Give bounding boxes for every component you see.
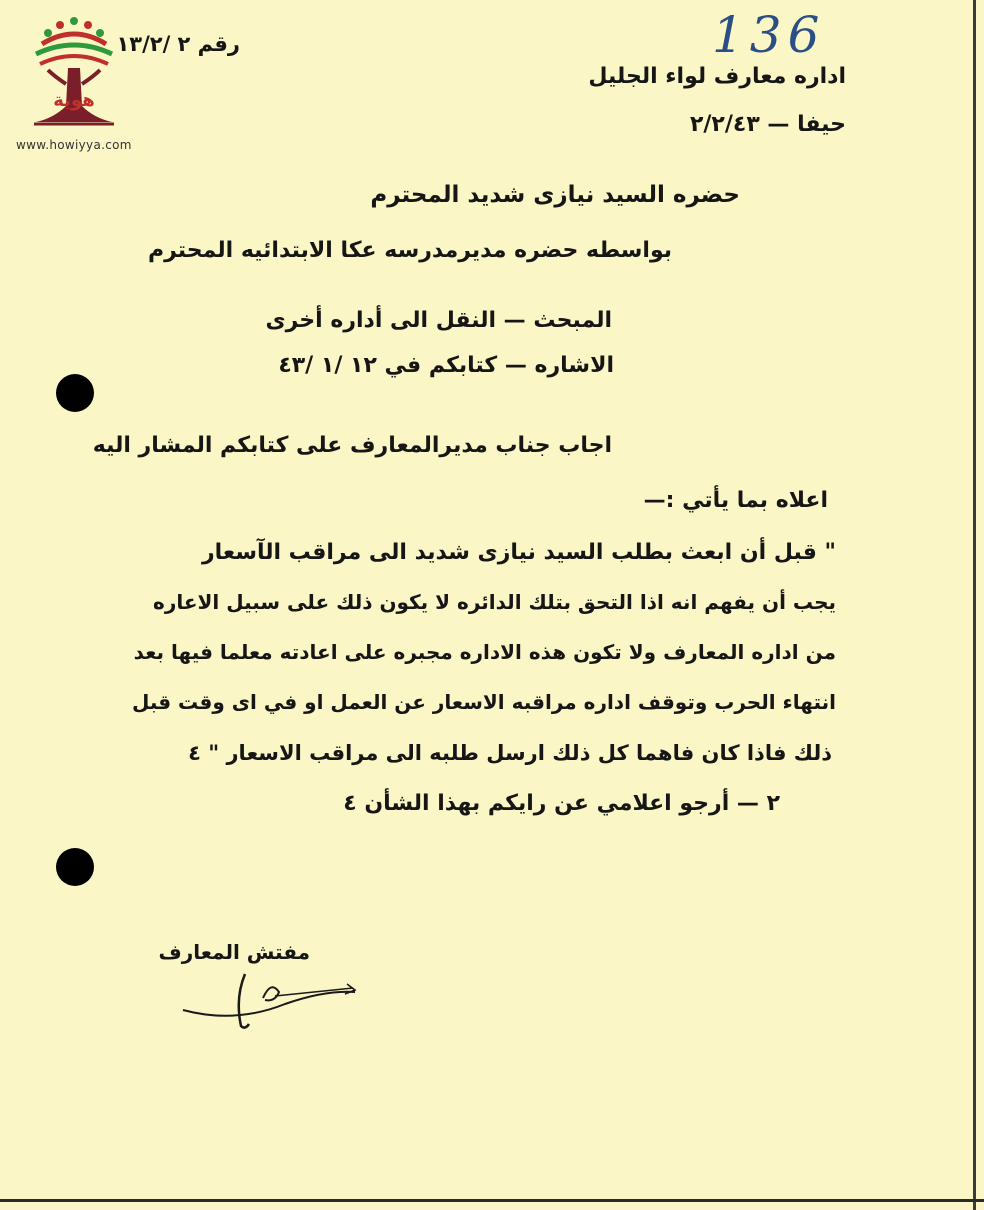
body-line-2: اعلاه بما يأتي :—	[643, 488, 828, 513]
body-line-1: اجاب جناب مديرالمعارف على كتابكم المشار اليه	[92, 433, 612, 458]
body-line-3: " قبل أن ابعث بطلب السيد نيازى شديد الى مراقب الآسعار	[201, 540, 836, 565]
body-line-5: من اداره المعارف ولا تكون هذه الاداره مجبره على اعادته معلما فيها بعد	[133, 640, 836, 664]
body-line-4: يجب أن يفهم انه اذا التحق بتلك الدائره لا يكون ذلك على سبيل الاعاره	[153, 590, 836, 614]
body-line-6: انتهاء الحرب وتوقف اداره مراقبه الاسعار عن العمل او في اى وقت قبل	[131, 690, 836, 714]
addressee-line-1: حضره السيد نيازى شديد المحترم	[370, 182, 740, 208]
department-name: اداره معارف لواء الجليل	[588, 64, 846, 89]
punch-hole-bottom	[56, 848, 94, 886]
logo-text: هوية	[53, 90, 95, 111]
body-line-8: ٢ — أرجو اعلامي عن رايكم بهذا الشأن ٤	[343, 791, 780, 816]
logo-people	[36, 17, 112, 64]
page-bottom-edge	[0, 1199, 984, 1202]
addressee-line-2: بواسطه حضره مديرمدرسه عكا الابتدائيه المحترم	[147, 238, 672, 263]
reference-number: رقم ٢ /١٣/٢	[116, 32, 240, 56]
reference-line: الاشاره — كتابكم في ١٢ /١ /٤٣	[278, 353, 614, 378]
archive-number: 136	[712, 6, 826, 64]
place-date: حيفا — ٢/٢/٤٣	[689, 112, 846, 137]
punch-hole-top	[56, 374, 94, 412]
page-right-edge	[973, 0, 976, 1210]
handwritten-signature	[175, 968, 365, 1034]
subject-line: المبحث — النقل الى أداره أخرى	[265, 308, 612, 333]
watermark-url: www.howiyya.com	[16, 138, 132, 152]
body-line-7: ذلك فاذا كان فاهما كل ذلك ارسل طلبه الى مراقب الاسعار " ٤	[188, 741, 832, 765]
signature-title: مفتش المعارف	[158, 940, 310, 964]
